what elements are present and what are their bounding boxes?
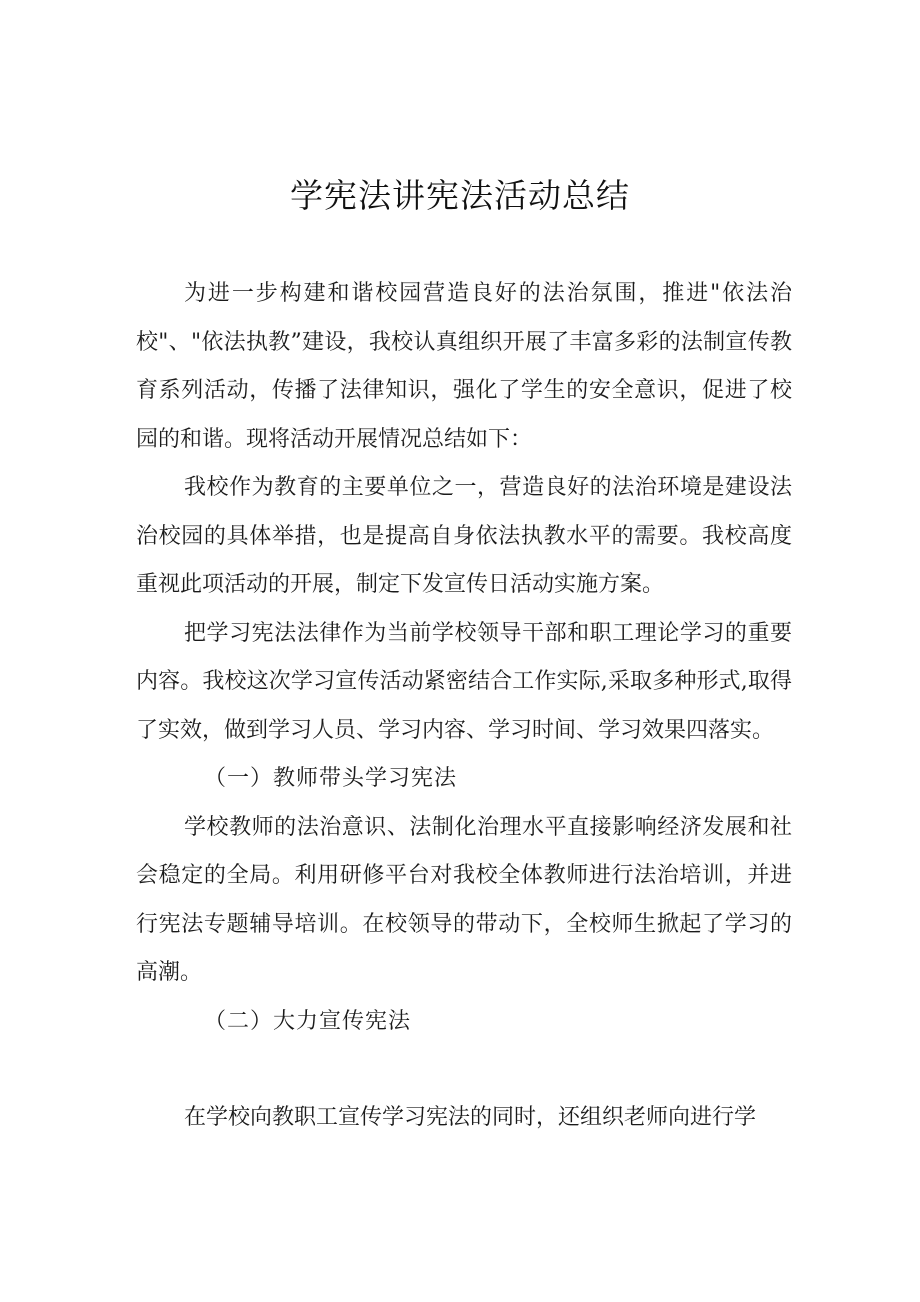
document-body xyxy=(136,270,792,1143)
intro-paragraph: 为进一步构建和谐校园营造良好的法治氛围，推进"依法治校"、"依法执教”建设，我校认真组织开展了丰富多彩的法制宣传教育系列活动，传播了法律知识，强化了学生的安全意识，促进了校园的和谐。现将活动开展情况总结如下： xyxy=(136,281,792,452)
section-heading-teachers: （一）教师带头学习宪法 xyxy=(204,766,458,791)
teachers-paragraph: 学校教师的法治意识、法制化治理水平直接影响经济发展和社会稳定的全局。利用研修平台对我校全体教师进行法治培训，并进行宪法专题辅导培训。在校领导的带动下，全校师生掀起了学习的高潮。 xyxy=(136,814,792,985)
promotion-paragraph: 在学校向教职工宣传学习宪法的同时，还组织老师向进行学 xyxy=(184,1105,757,1130)
section-heading-promotion: （二）大力宣传宪法 xyxy=(204,1008,412,1034)
importance-paragraph: 我校作为教育的主要单位之一，营造良好的法治环境是建设法治校园的具体举措，也是提高自身依法执教水平的需要。我校高度重视此项活动的开展，制定下发宣传日活动实施方案。 xyxy=(136,475,792,597)
document-title: 学宪法讲宪法活动总结 xyxy=(290,176,630,215)
study-paragraph: 把学习宪法法律作为当前学校领导干部和职工理论学习的重要内容。我校这次学习宣传活动紧密结合工作实际,采取多种形式,取得了实效，做到学习人员、学习内容、学习时间、学习效果四落实。 xyxy=(136,620,792,743)
